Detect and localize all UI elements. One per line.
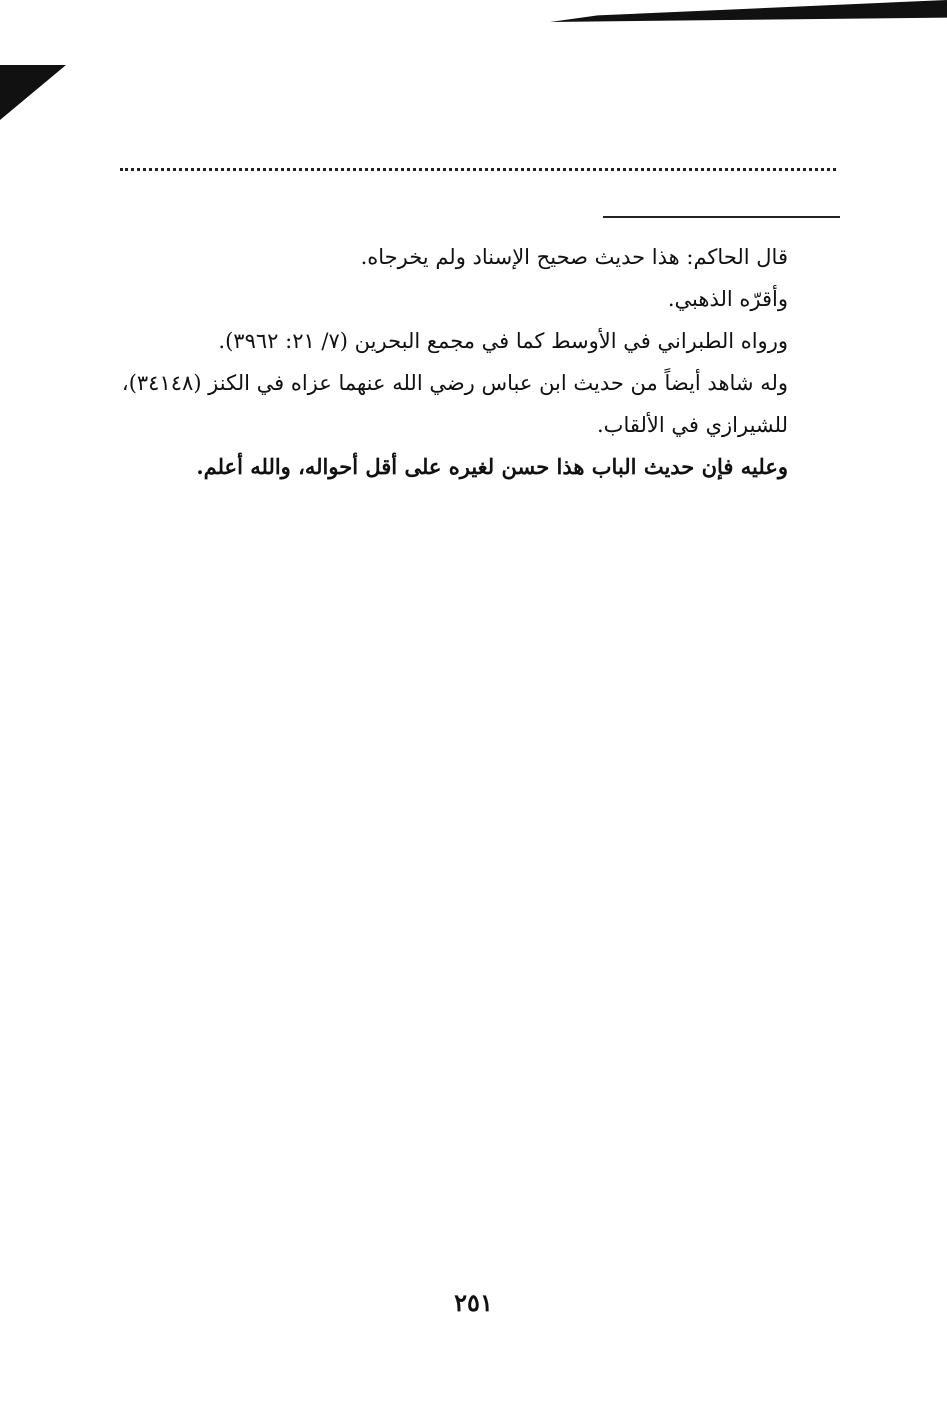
footnote-conclusion: وعليه فإن حديث الباب هذا حسن لغيره على أقل أحواله، والله أعلم. [196, 454, 788, 479]
footnote-block [110, 236, 840, 488]
footnote-line: وله شاهد أيضاً من حديث ابن عباس رضي الله عنهما عزاه في الكنز (٣٤١٤٨)، للشيرازي في الألقاب. [121, 371, 788, 437]
scan-edge-mark-top-left [0, 65, 66, 120]
dotted-separator [120, 168, 836, 171]
footnote-separator [603, 216, 840, 218]
page-number: ٢٥١ [454, 1288, 493, 1317]
footnote-line: وأقرّه الذهبي. [667, 287, 788, 311]
scan-edge-mark-top-right [550, 0, 947, 22]
footnote-line: ورواه الطبراني في الأوسط كما في مجمع البحرين (٧/ ٢١: ٣٩٦٢). [218, 329, 788, 353]
footnote-line: قال الحاكم: هذا حديث صحيح الإسناد ولم يخرجاه. [360, 245, 788, 269]
